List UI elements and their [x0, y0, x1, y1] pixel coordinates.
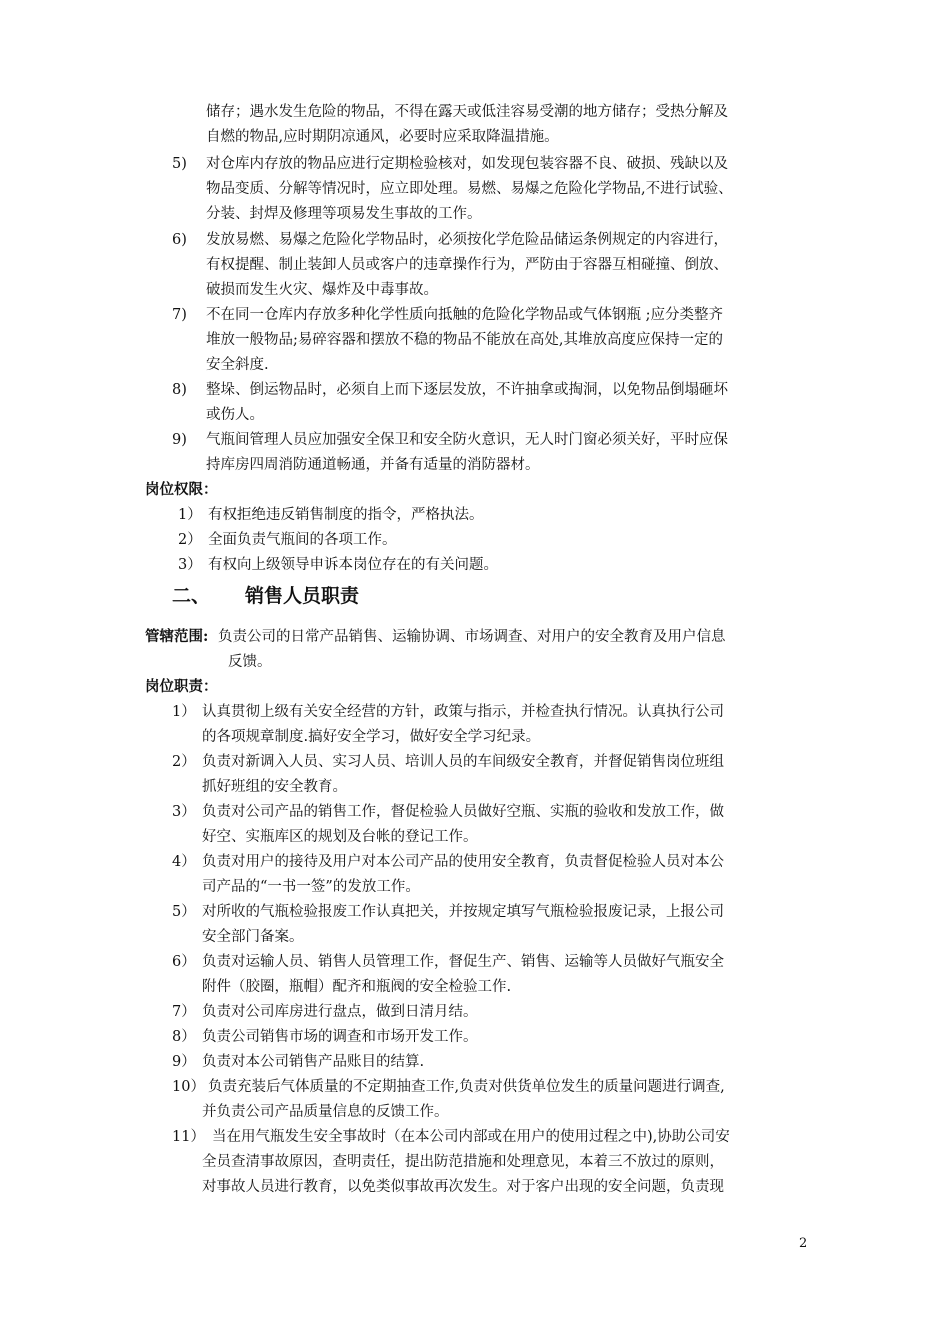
list-number: 9): [172, 432, 187, 448]
list-item-line: 或伤人。: [206, 407, 264, 423]
paragraph-line: 自燃的物品,应时期阴凉通风，必要时应采取降温措施。: [206, 129, 559, 145]
list-item-line: 负责对用户的接待及用户对本公司产品的使用安全教育，负责督促检验人员对本公: [202, 854, 724, 870]
list-item-line: 好空、实瓶库区的规划及台帐的登记工作。: [202, 829, 478, 845]
scope-label: 管辖范围:: [145, 628, 209, 645]
list-item-line: 负责对新调入人员、实习人员、培训人员的车间级安全教育，并督促销售岗位班组: [202, 754, 724, 770]
scope-text: 反馈。: [228, 654, 272, 670]
list-item-line: 对仓库内存放的物品应进行定期检验核对，如发现包装容器不良、破损、残缺以及: [206, 156, 728, 172]
list-item-line: 司产品的“一书一签”的发放工作。: [202, 879, 420, 895]
duties-heading: 岗位职责：: [145, 678, 218, 695]
list-item-line: 安全部门备案。: [202, 929, 304, 945]
list-item-line: 物品变质、分解等情况时，应立即处理。易燃、易爆之危险化学物品,不进行试验、: [206, 181, 733, 197]
list-item-line: 堆放一般物品;易碎容器和摆放不稳的物品不能放在高处,其堆放高度应保持一定的: [206, 332, 723, 348]
list-number: 6): [172, 232, 187, 248]
list-number: 6）: [172, 954, 196, 970]
list-number: 3）: [178, 557, 202, 573]
list-number: 2）: [172, 754, 196, 770]
section-title: 销售人员职责: [245, 585, 360, 607]
list-item-line: 分装、封焊及修理等项易发生事故的工作。: [206, 206, 482, 222]
list-item-line: 并负责公司产品质量信息的反馈工作。: [202, 1104, 449, 1120]
list-number: 10）: [172, 1079, 205, 1095]
list-item-line: 安全斜度.: [206, 357, 269, 373]
list-item-line: 整垛、倒运物品时，必须自上而下逐层发放，不许抽拿或掏洞，以免物品倒塌砸坏: [206, 382, 728, 398]
list-number: 1）: [172, 704, 196, 720]
list-number: 8）: [172, 1029, 196, 1045]
list-item-line: 全员查清事故原因，查明责任，提出防范措施和处理意见，本着三不放过的原则，: [202, 1154, 724, 1170]
list-number: 7）: [172, 1004, 196, 1020]
list-number: 11）: [172, 1129, 205, 1145]
list-item-line: 破损而发生火灾、爆炸及中毒事故。: [206, 282, 438, 298]
list-item-line: 有权提醒、制止装卸人员或客户的违章操作行为，严防由于容器互相碰撞、倒放、: [206, 257, 728, 273]
list-number: 7): [172, 307, 187, 323]
list-item-line: 有权向上级领导申诉本岗位存在的有关问题。: [208, 557, 498, 573]
list-item-line: 负责充装后气体质量的不定期抽查工作,负责对供货单位发生的质量问题进行调查,: [208, 1079, 725, 1095]
list-number: 8): [172, 382, 187, 398]
list-number: 2）: [178, 532, 202, 548]
list-item-line: 负责公司销售市场的调查和市场开发工作。: [202, 1029, 478, 1045]
list-number: 5）: [172, 904, 196, 920]
list-item-line: 发放易燃、易爆之危险化学物品时，必须按化学危险品储运条例规定的内容进行，: [206, 232, 728, 248]
list-item-line: 对所收的气瓶检验报废工作认真把关，并按规定填写气瓶检验报废记录，上报公司: [202, 904, 724, 920]
list-item-line: 有权拒绝违反销售制度的指令，严格执法。: [208, 507, 484, 523]
list-item-line: 负责对公司库房进行盘点，做到日清月结。: [202, 1004, 478, 1020]
list-item-line: 当在用气瓶发生安全事故时（在本公司内部或在用户的使用过程之中),协助公司安: [212, 1129, 730, 1145]
list-number: 4）: [172, 854, 196, 870]
section-number: 二、: [172, 585, 211, 607]
list-item-line: 附件（胶圈，瓶帽）配齐和瓶阀的安全检验工作.: [202, 979, 512, 995]
list-item-line: 负责对运输人员、销售人员管理工作，督促生产、销售、运输等人员做好气瓶安全: [202, 954, 724, 970]
list-item-line: 气瓶间管理人员应加强安全保卫和安全防火意识，无人时门窗必须关好，平时应保: [206, 432, 728, 448]
page-number: 2: [799, 1236, 808, 1251]
list-number: 9）: [172, 1054, 196, 1070]
list-item-line: 不在同一仓库内存放多种化学性质向抵触的危险化学物品或气体钢瓶 ;应分类整齐: [206, 307, 723, 323]
list-item-line: 对事故人员进行教育，以免类似事故再次发生。对于客户出现的安全问题，负责现: [202, 1179, 724, 1195]
scope-text: 负责公司的日常产品销售、运输协调、市场调查、对用户的安全教育及用户信息: [218, 629, 726, 645]
list-item-line: 的各项规章制度.搞好安全学习，做好安全学习纪录。: [202, 729, 541, 745]
list-item-line: 持库房四周消防通道畅通，并备有适量的消防器材。: [206, 457, 540, 473]
list-number: 1）: [178, 507, 202, 523]
list-number: 5): [172, 156, 187, 172]
list-item-line: 负责对公司产品的销售工作，督促检验人员做好空瓶、实瓶的验收和发放工作，做: [202, 804, 724, 820]
list-item-line: 负责对本公司销售产品账目的结算.: [202, 1054, 425, 1070]
list-item-line: 认真贯彻上级有关安全经营的方针，政策与指示，并检查执行情况。认真执行公司: [202, 704, 724, 720]
list-item-line: 抓好班组的安全教育。: [202, 779, 347, 795]
paragraph-line: 储存；遇水发生危险的物品，不得在露天或低洼容易受潮的地方储存；受热分解及: [206, 104, 728, 120]
authority-heading: 岗位权限：: [145, 481, 218, 498]
list-number: 3）: [172, 804, 196, 820]
list-item-line: 全面负责气瓶间的各项工作。: [208, 532, 397, 548]
